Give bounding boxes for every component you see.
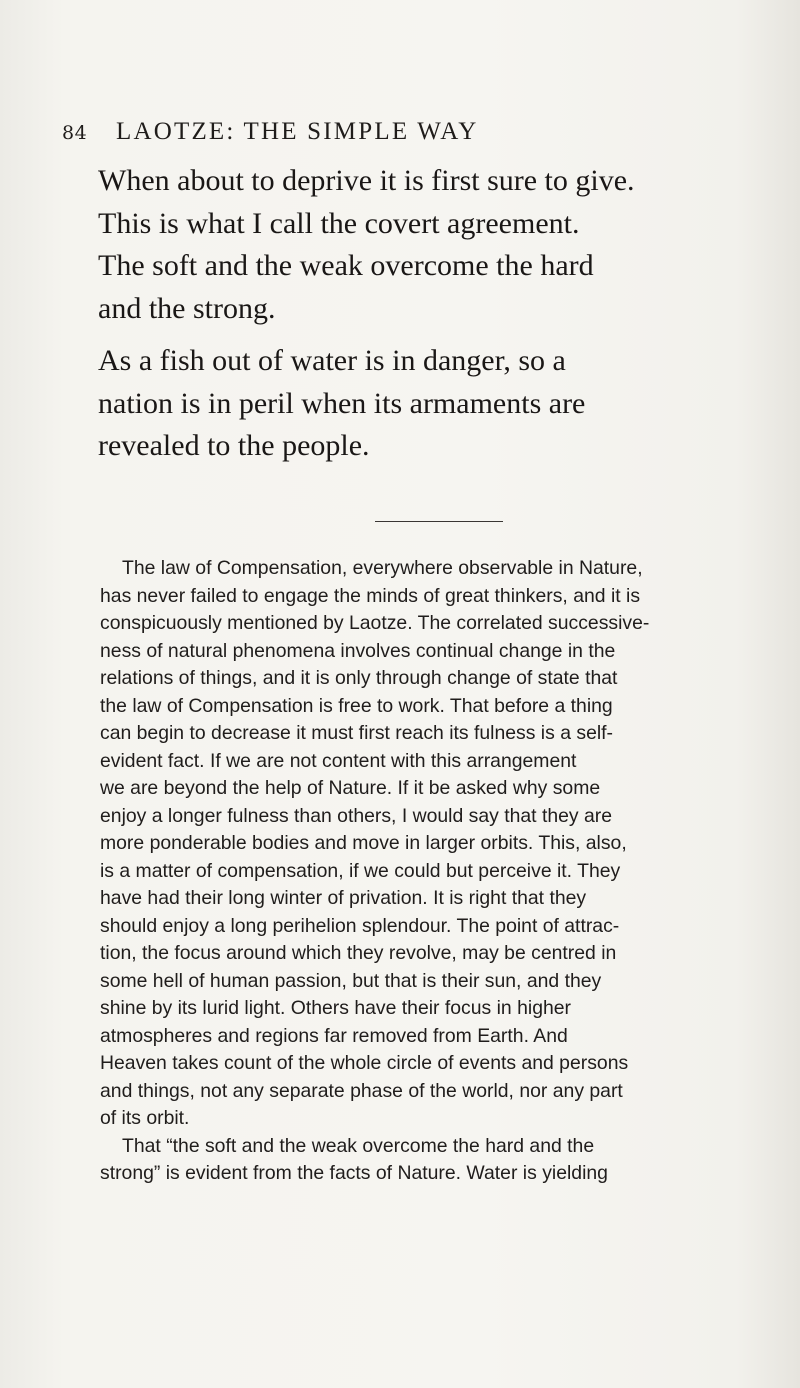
commentary-block bbox=[100, 555, 785, 1188]
commentary-line: the law of Compensation is free to work. That before a thing bbox=[100, 694, 613, 717]
section-divider bbox=[375, 521, 503, 522]
running-title: LAOTZE: THE SIMPLE WAY bbox=[116, 118, 479, 145]
commentary-line: should enjoy a long perihelion splendour. The point of attrac- bbox=[100, 914, 620, 937]
verse-line: The soft and the weak overcome the hard bbox=[98, 249, 594, 282]
verse-line: When about to deprive it is first sure to give. bbox=[98, 164, 635, 197]
commentary-line: and things, not any separate phase of the world, nor any part bbox=[100, 1079, 623, 1102]
commentary-line: of its orbit. bbox=[100, 1107, 190, 1129]
commentary-line: has never failed to engage the minds of great thinkers, and it is bbox=[100, 584, 641, 607]
verse-line: This is what I call the covert agreement. bbox=[98, 206, 580, 240]
commentary-line: That “the soft and the weak overcome the hard and the bbox=[122, 1134, 595, 1157]
commentary-line: evident fact. If we are not content with this arrangement bbox=[100, 749, 577, 772]
commentary-line: enjoy a longer fulness than others, I would say that they are bbox=[100, 804, 613, 827]
verse-block bbox=[98, 160, 778, 468]
commentary-line: is a matter of compensation, if we could but perceive it. They bbox=[100, 859, 621, 882]
page-header bbox=[62, 114, 762, 154]
commentary-line: Heaven takes count of the whole circle of events and persons bbox=[100, 1052, 629, 1074]
commentary-line: have had their long winter of privation. It is right that they bbox=[100, 887, 587, 909]
page-number: 84 bbox=[62, 122, 88, 144]
commentary-line: The law of Compensation, everywhere observable in Nature, bbox=[122, 557, 643, 579]
commentary-line: some hell of human passion, but that is their sun, and they bbox=[100, 969, 602, 992]
commentary-line: tion, the focus around which they revolve, may be centred in bbox=[100, 942, 617, 964]
commentary-line: atmospheres and regions far removed from Earth. And bbox=[100, 1024, 568, 1047]
commentary-line: relations of things, and it is only through change of state that bbox=[100, 667, 618, 689]
verse-line: and the strong. bbox=[98, 291, 276, 325]
commentary-line: can begin to decrease it must first reach its fulness is a self- bbox=[100, 722, 613, 744]
commentary-line: we are beyond the help of Nature. If it be asked why some bbox=[100, 777, 601, 799]
verse-line: nation is in peril when its armaments are bbox=[98, 386, 586, 420]
commentary-line: conspicuously mentioned by Laotze. The correlated successive- bbox=[100, 612, 650, 634]
verse-line: revealed to the people. bbox=[98, 429, 370, 462]
commentary-line: strong” is evident from the facts of Nature. Water is yielding bbox=[100, 1162, 608, 1184]
verse-line: As a fish out of water is in danger, so a bbox=[98, 344, 566, 377]
commentary-line: shine by its lurid light. Others have their focus in higher bbox=[100, 997, 571, 1019]
commentary-line: ness of natural phenomena involves continual change in the bbox=[100, 639, 616, 662]
commentary-line: more ponderable bodies and move in larger orbits. This, also, bbox=[100, 832, 627, 854]
verse-gap bbox=[98, 330, 778, 340]
